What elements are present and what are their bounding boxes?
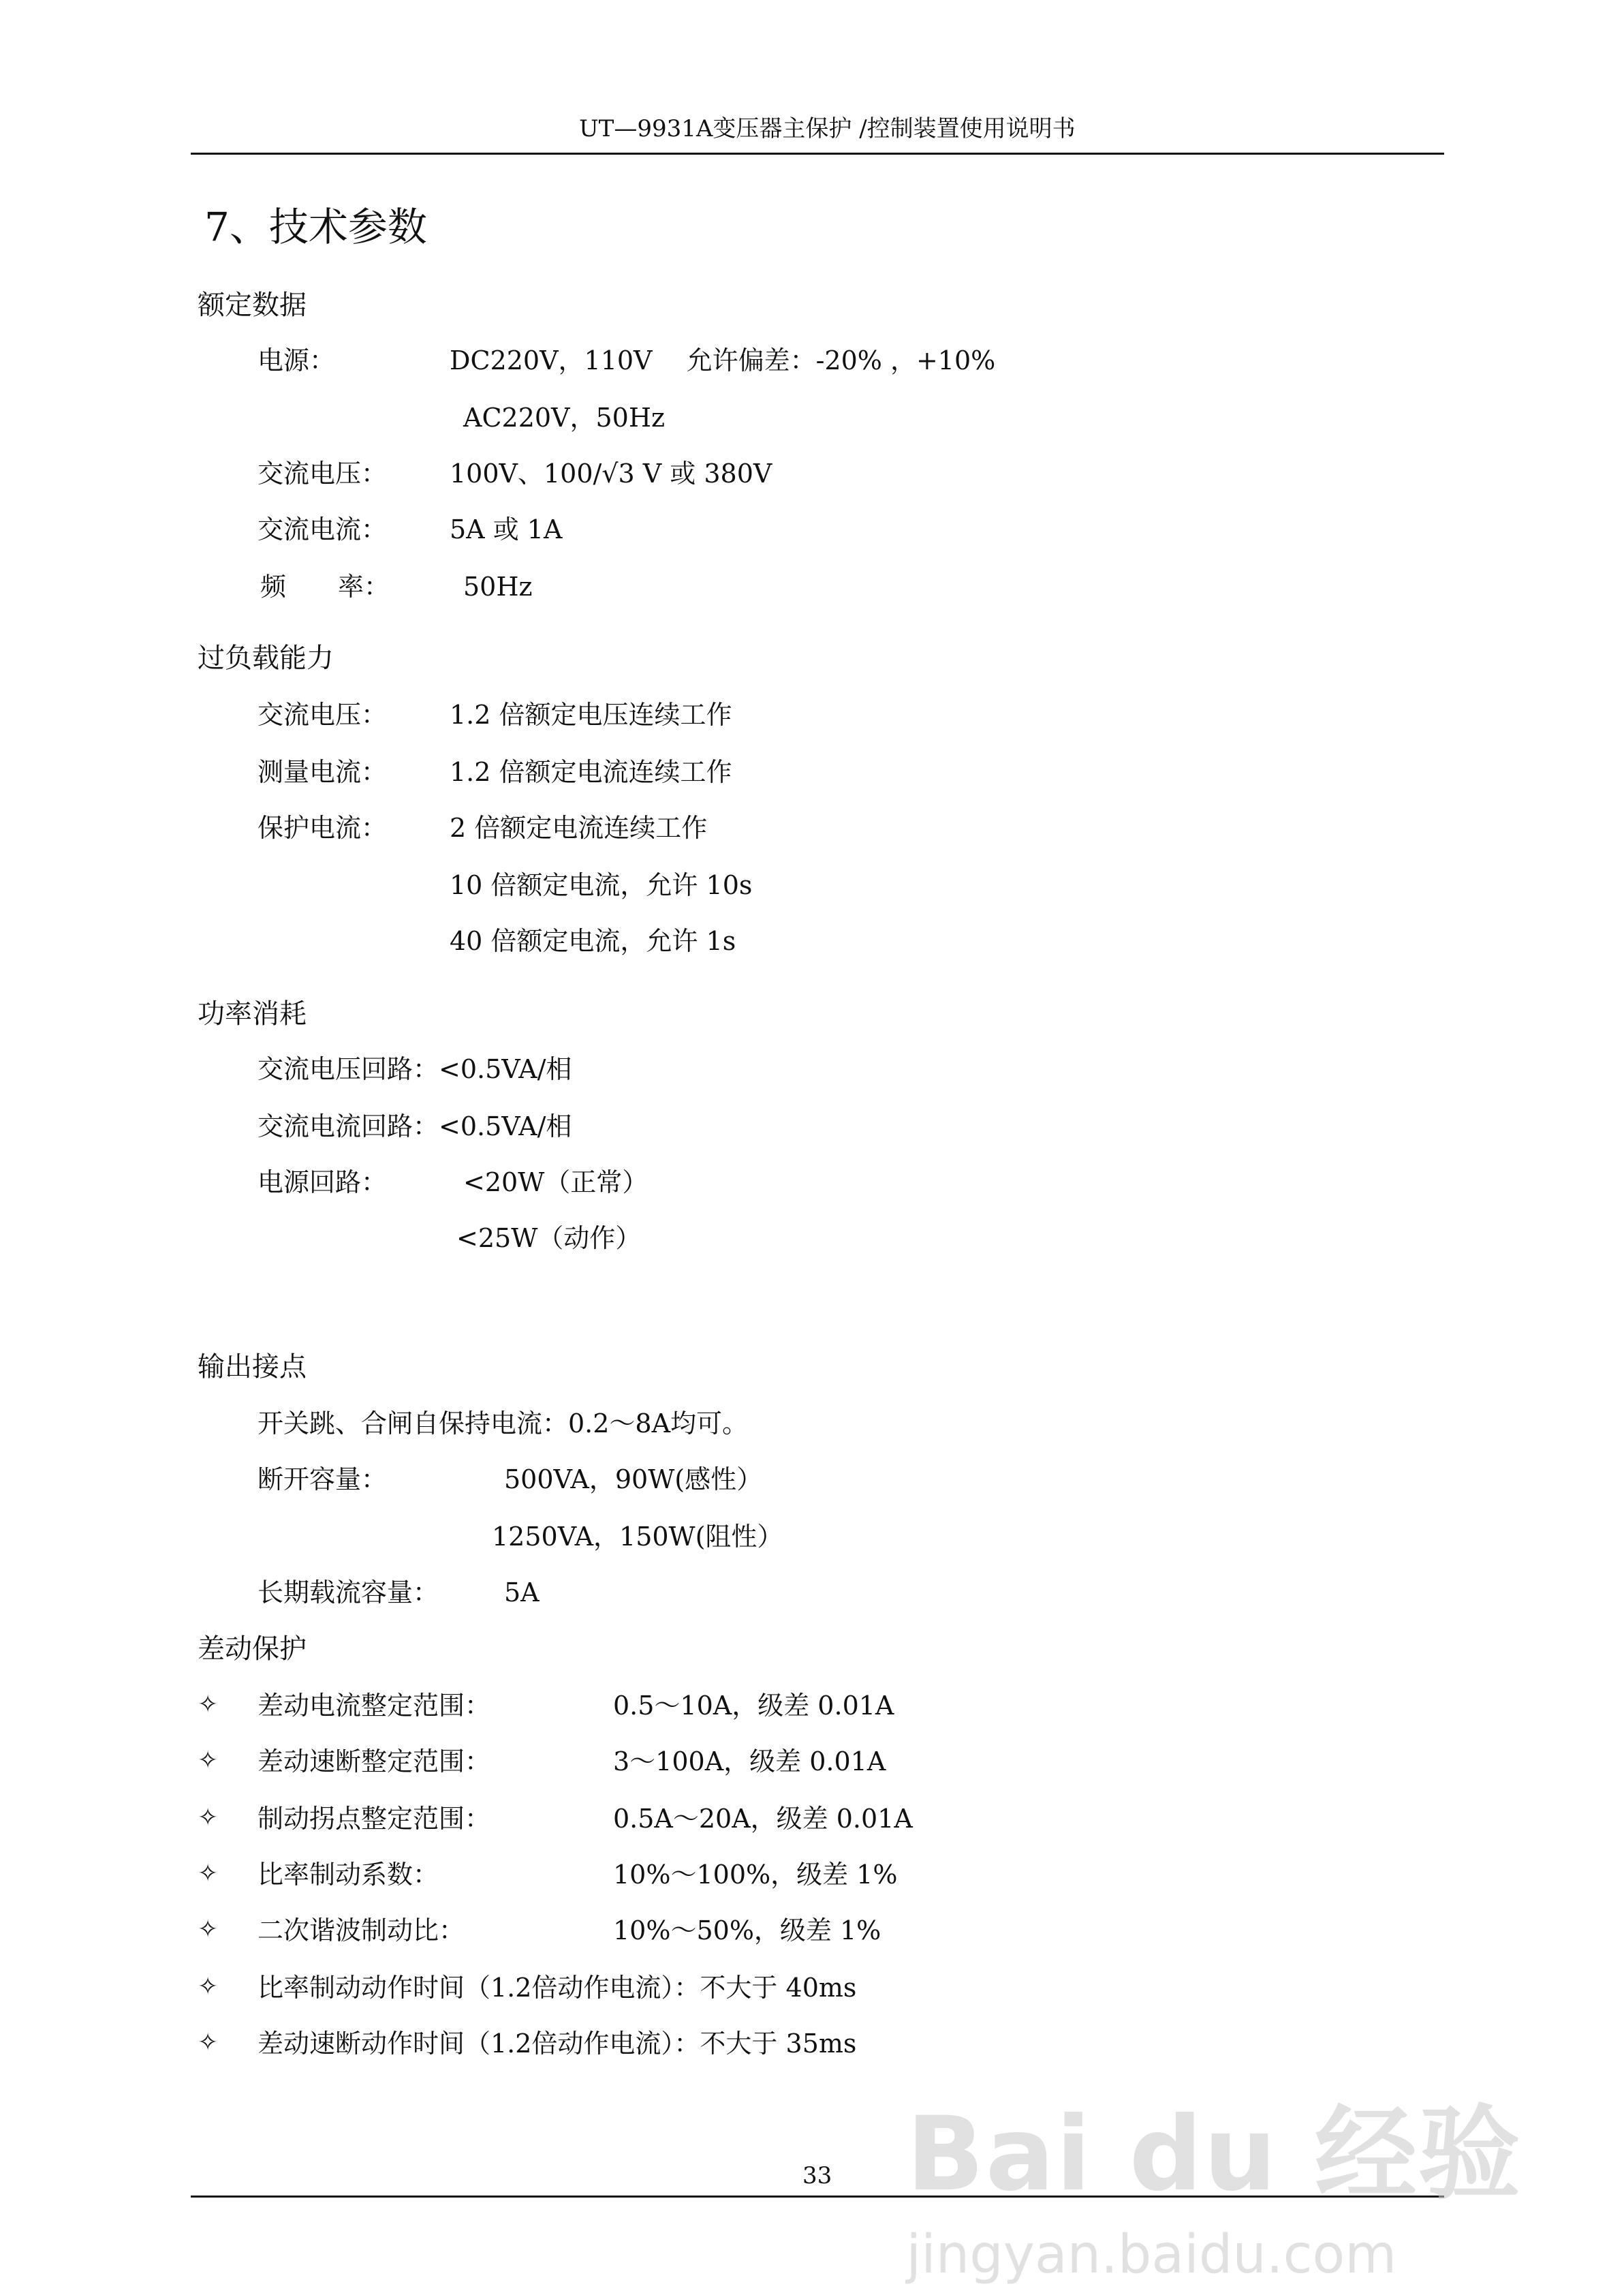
diff-item-label: 差动电流整定范围：	[257, 1691, 491, 1721]
value-power-ac: AC220V，50Hz	[463, 403, 666, 433]
diamond-bullet-icon: ✧	[198, 1915, 219, 1943]
diamond-bullet-icon: ✧	[198, 1746, 219, 1774]
heading-overload: 过负载能力	[198, 643, 334, 674]
watermark-logo: Bai du 经验	[906, 2095, 1522, 2214]
value-protect-current-2: 10 倍额定电流，允许 10s	[450, 870, 753, 900]
label-protect-current: 保护电流：	[257, 813, 388, 843]
diff-item-label: 二次谐波制动比：	[257, 1915, 465, 1945]
value-protect-current-3: 40 倍额定电流，允许 1s	[450, 926, 736, 956]
diff-item-label: 比率制动系数：	[257, 1860, 439, 1890]
header-rule	[191, 153, 1444, 155]
label-ac-current: 交流电流：	[257, 514, 388, 544]
diff-item-value: 0.5A～20A，级差 0.01A	[613, 1804, 913, 1834]
value-long-term-capacity: 5A	[504, 1577, 540, 1607]
value-ac-current-loop: 交流电流回路：<0.5VA/相	[257, 1111, 572, 1141]
section-title: 7、技术参数	[204, 204, 427, 250]
value-ac-current: 5A 或 1A	[450, 514, 563, 544]
diamond-bullet-icon: ✧	[198, 1691, 219, 1719]
value-supply-normal: <20W（正常）	[463, 1167, 649, 1197]
watermark-url: jingyan.baidu.com	[906, 2224, 1397, 2285]
diamond-bullet-icon: ✧	[198, 1973, 219, 2001]
diff-item-value: 10%～50%，级差 1%	[613, 1915, 881, 1945]
value-supply-action: <25W（动作）	[456, 1223, 642, 1253]
diff-item-label: 比率制动动作时间（1.2倍动作电流）：不大于 40ms	[257, 1973, 857, 2003]
value-hold-current: 开关跳、合闸自保持电流：0.2～8A均可。	[257, 1408, 749, 1438]
value-break-inductive: 500VA，90W(感性）	[504, 1464, 763, 1494]
label-overload-ac-voltage: 交流电压：	[257, 700, 388, 730]
value-measure-current: 1.2 倍额定电流连续工作	[450, 757, 732, 787]
value-frequency: 50Hz	[463, 572, 533, 602]
page-number: 33	[802, 2162, 832, 2189]
label-power: 电源：	[257, 345, 336, 375]
diff-item-label: 制动拐点整定范围：	[257, 1804, 491, 1834]
label-long-term-capacity: 长期载流容量：	[257, 1577, 439, 1607]
value-ac-voltage: 100V、100/√3 V 或 380V	[450, 459, 772, 489]
diamond-bullet-icon: ✧	[198, 1860, 219, 1888]
value-power-dc: DC220V，110V 允许偏差：-20% ，+10%	[450, 345, 996, 375]
diff-item-label: 差动速断动作时间（1.2倍动作电流）：不大于 35ms	[257, 2029, 857, 2059]
value-break-resistive: 1250VA，150W(阻性）	[492, 1522, 783, 1552]
value-ac-voltage-loop: 交流电压回路：<0.5VA/相	[257, 1054, 572, 1084]
value-overload-ac-voltage: 1.2 倍额定电压连续工作	[450, 700, 732, 730]
heading-output-contacts: 输出接点	[198, 1351, 307, 1383]
value-protect-current-1: 2 倍额定电流连续工作	[450, 813, 708, 843]
label-frequency: 频 率：	[260, 572, 390, 602]
heading-power-consumption: 功率消耗	[198, 998, 307, 1030]
label-break-capacity: 断开容量：	[257, 1464, 388, 1494]
diamond-bullet-icon: ✧	[198, 1804, 219, 1832]
diff-item-value: 10%～100%，级差 1%	[613, 1860, 898, 1890]
diff-item-value: 0.5～10A，级差 0.01A	[613, 1691, 894, 1721]
heading-differential-protection: 差动保护	[198, 1633, 307, 1665]
diff-item-label: 差动速断整定范围：	[257, 1746, 491, 1776]
baidu-jingyan-watermark	[906, 2071, 1522, 2285]
label-measure-current: 测量电流：	[257, 757, 388, 787]
heading-rated-data: 额定数据	[198, 290, 307, 321]
diamond-bullet-icon: ✧	[198, 2029, 219, 2057]
label-supply-loop: 电源回路：	[257, 1167, 388, 1197]
diff-item-value: 3～100A，级差 0.01A	[613, 1746, 886, 1776]
running-header: UT—9931A变压器主保护 /控制装置使用说明书	[579, 115, 1076, 142]
label-ac-voltage: 交流电压：	[257, 459, 388, 489]
